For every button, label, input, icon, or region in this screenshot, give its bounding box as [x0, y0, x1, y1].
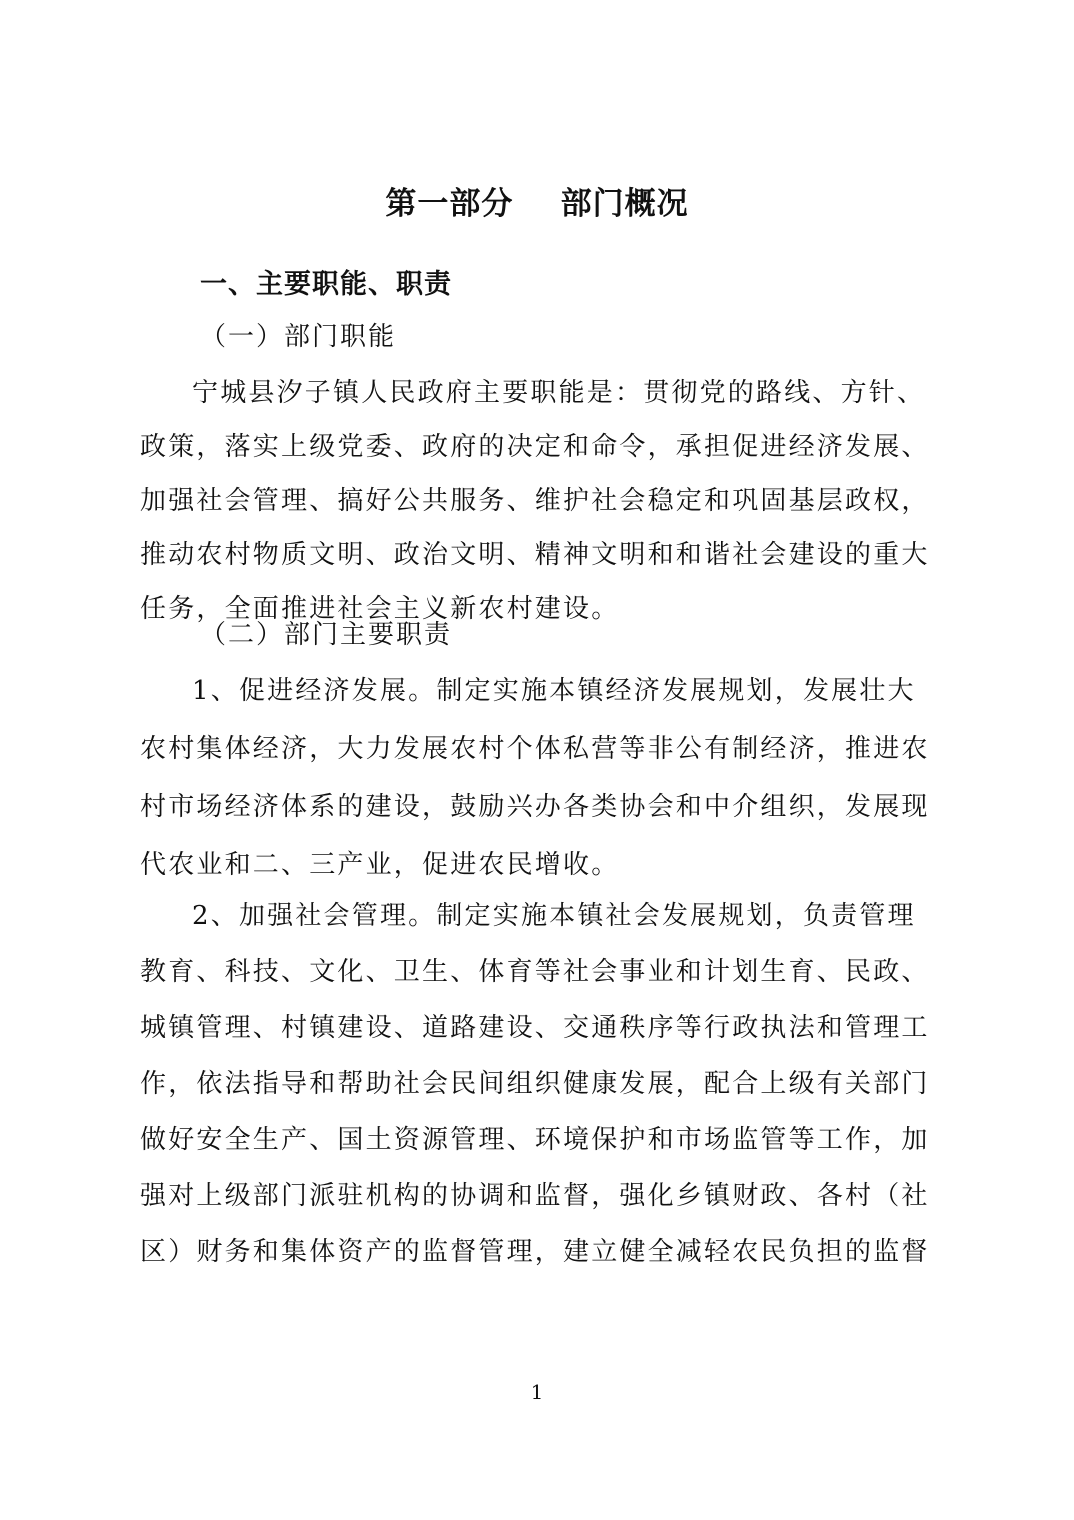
paragraph-economic-development [140, 662, 940, 894]
paragraph-line: 城镇管理、村镇建设、道路建设、交通秩序等行政执法和管理工 [140, 1013, 930, 1043]
paragraph-line: 教育、科技、文化、卫生、体育等社会事业和计划生育、民政、 [140, 957, 930, 987]
paragraph-line: 强对上级部门派驻机构的协调和监督，强化乡镇财政、各村（社 [140, 1181, 930, 1211]
paragraph-line: 加强社会管理、搞好公共服务、维护社会稳定和巩固基层政权， [140, 486, 930, 516]
paragraph-line: 2、加强社会管理。制定实施本镇社会发展规划，负责管理 [192, 901, 916, 931]
page-title: 第一部分 部门概况 [385, 186, 689, 222]
paragraph-line: 1、促进经济发展。制定实施本镇经济发展规划，发展壮大 [192, 676, 916, 706]
paragraph-line: 代农业和二、三产业，促进农民增收。 [140, 850, 620, 880]
paragraph-line: 宁城县汐子镇人民政府主要职能是：贯彻党的路线、方针、 [192, 378, 926, 408]
section-heading-main-functions: 一、主要职能、职责 [200, 269, 452, 300]
paragraph-line: 村市场经济体系的建设，鼓励兴办各类协会和中介组织，发展现 [140, 792, 930, 822]
paragraph-line: 政策，落实上级党委、政府的决定和命令，承担促进经济发展、 [140, 432, 930, 462]
paragraph-line: 任务，全面推进社会主义新农村建设。 [140, 594, 620, 624]
paragraph-social-management [140, 888, 940, 1280]
paragraph-line: 农村集体经济，大力发展农村个体私营等非公有制经济，推进农 [140, 734, 930, 764]
subsection-heading-main-duties: （二）部门主要职责 [200, 620, 453, 650]
page-number: 1 [530, 1380, 544, 1404]
paragraph-line: 作，依法指导和帮助社会民间组织健康发展，配合上级有关部门 [140, 1069, 930, 1099]
paragraph-line: 推动农村物质文明、政治文明、精神文明和和谐社会建设的重大 [140, 540, 930, 570]
paragraph-line: 做好安全生产、国土资源管理、环境保护和市场监管等工作，加 [140, 1125, 930, 1155]
subsection-heading-department-functions: （一）部门职能 [200, 322, 397, 352]
paragraph-line: 区）财务和集体资产的监督管理，建立健全减轻农民负担的监督 [140, 1237, 930, 1267]
paragraph-department-functions [140, 366, 940, 636]
